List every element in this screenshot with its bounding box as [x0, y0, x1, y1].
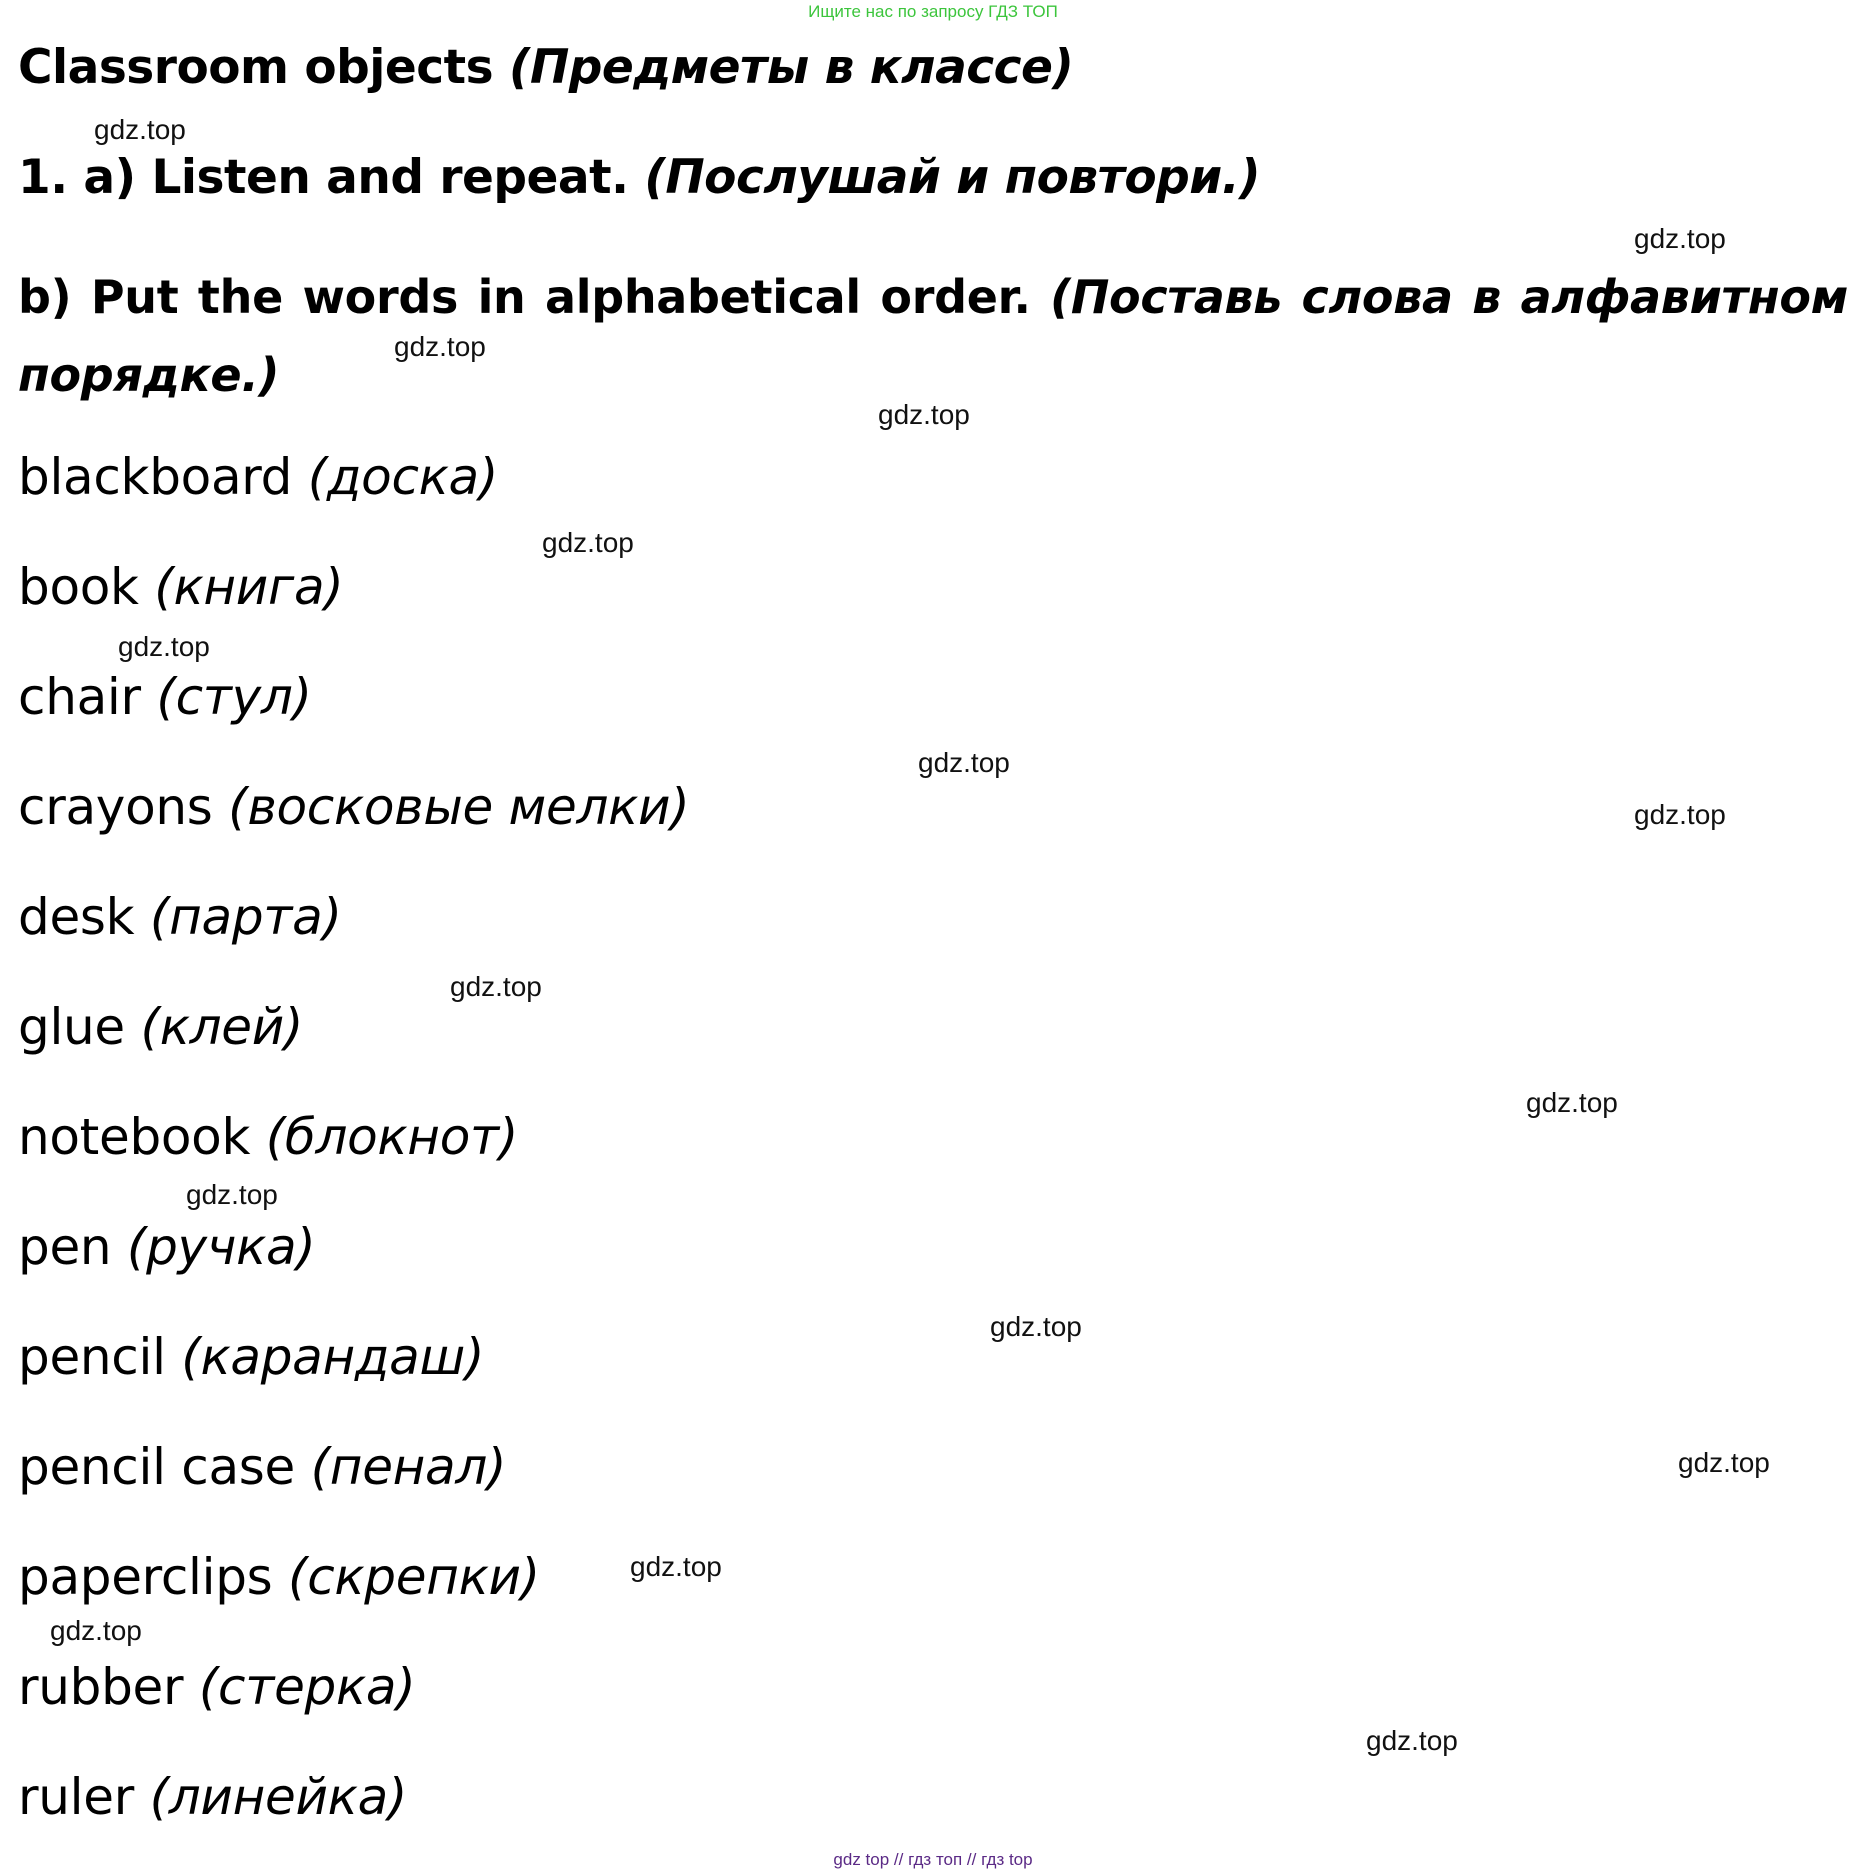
title-en: Classroom objects	[18, 40, 494, 95]
top-note: Ищите нас по запросу ГДЗ ТОП	[808, 2, 1058, 21]
watermark: gdz.top	[1678, 1447, 1770, 1478]
word-ru: (карандаш)	[181, 1328, 485, 1386]
task-a-ru: (Послушай и повтори.)	[644, 150, 1261, 205]
word-en: notebook	[18, 1108, 251, 1166]
watermark: gdz.top	[878, 399, 970, 430]
watermark: gdz.top	[990, 1311, 1082, 1342]
word-en: ruler	[18, 1768, 134, 1826]
bottom-note: gdz top // гдз топ // гдз top	[833, 1850, 1033, 1869]
watermark: gdz.top	[118, 631, 210, 662]
word-item-pencil-case	[18, 1438, 506, 1496]
word-en: blackboard	[18, 448, 293, 506]
word-item-book	[18, 558, 344, 616]
word-item-rubber	[18, 1658, 415, 1716]
watermark: gdz.top	[394, 331, 486, 362]
word-ru: (блокнот)	[265, 1108, 519, 1166]
watermark: gdz.top	[1366, 1725, 1458, 1756]
word-ru: (линейка)	[149, 1768, 408, 1826]
word-ru: (ручка)	[126, 1218, 316, 1276]
word-item-pencil	[18, 1328, 484, 1386]
word-en: chair	[18, 668, 141, 726]
word-en: pencil case	[18, 1438, 295, 1496]
watermark: gdz.top	[450, 971, 542, 1002]
task-b-heading	[18, 258, 1848, 414]
word-ru: (стул)	[156, 668, 312, 726]
word-en: paperclips	[18, 1548, 273, 1606]
watermark: gdz.top	[50, 1615, 142, 1646]
task-a-heading	[18, 150, 1260, 205]
word-en: rubber	[18, 1658, 184, 1716]
task-b-en: b) Put the words in alphabetical order.	[18, 270, 1031, 324]
word-en: pencil	[18, 1328, 166, 1386]
task-a-en: 1. a) Listen and repeat.	[18, 150, 629, 205]
word-item-chair	[18, 668, 312, 726]
watermark: gdz.top	[1634, 223, 1726, 254]
page-title	[18, 40, 1073, 95]
word-en: pen	[18, 1218, 112, 1276]
watermark: gdz.top	[630, 1551, 722, 1582]
word-ru: (клей)	[140, 998, 304, 1056]
word-item-paperclips	[18, 1548, 540, 1606]
word-ru: (скрепки)	[288, 1548, 540, 1606]
word-item-notebook	[18, 1108, 518, 1166]
word-item-glue	[18, 998, 303, 1056]
watermark: gdz.top	[1634, 799, 1726, 830]
watermark: gdz.top	[1526, 1087, 1618, 1118]
word-en: desk	[18, 888, 135, 946]
word-ru: (парта)	[149, 888, 342, 946]
watermark: gdz.top	[186, 1179, 278, 1210]
watermark: gdz.top	[542, 527, 634, 558]
word-item-blackboard	[18, 448, 498, 506]
word-item-ruler	[18, 1768, 407, 1826]
word-ru: (книга)	[154, 558, 344, 616]
word-ru: (пенал)	[310, 1438, 507, 1496]
word-ru: (стерка)	[198, 1658, 416, 1716]
word-en: glue	[18, 998, 125, 1056]
title-ru: (Предметы в классе)	[508, 40, 1074, 95]
watermark: gdz.top	[918, 747, 1010, 778]
task-b-ru: (Поставь слова в алфавитном порядке.)	[18, 270, 1848, 402]
word-en: crayons	[18, 778, 213, 836]
word-ru: (доска)	[307, 448, 499, 506]
word-ru: (восковые мелки)	[228, 778, 690, 836]
watermark: gdz.top	[94, 114, 186, 145]
word-item-desk	[18, 888, 342, 946]
word-item-crayons	[18, 778, 689, 836]
word-item-pen	[18, 1218, 316, 1276]
word-en: book	[18, 558, 139, 616]
